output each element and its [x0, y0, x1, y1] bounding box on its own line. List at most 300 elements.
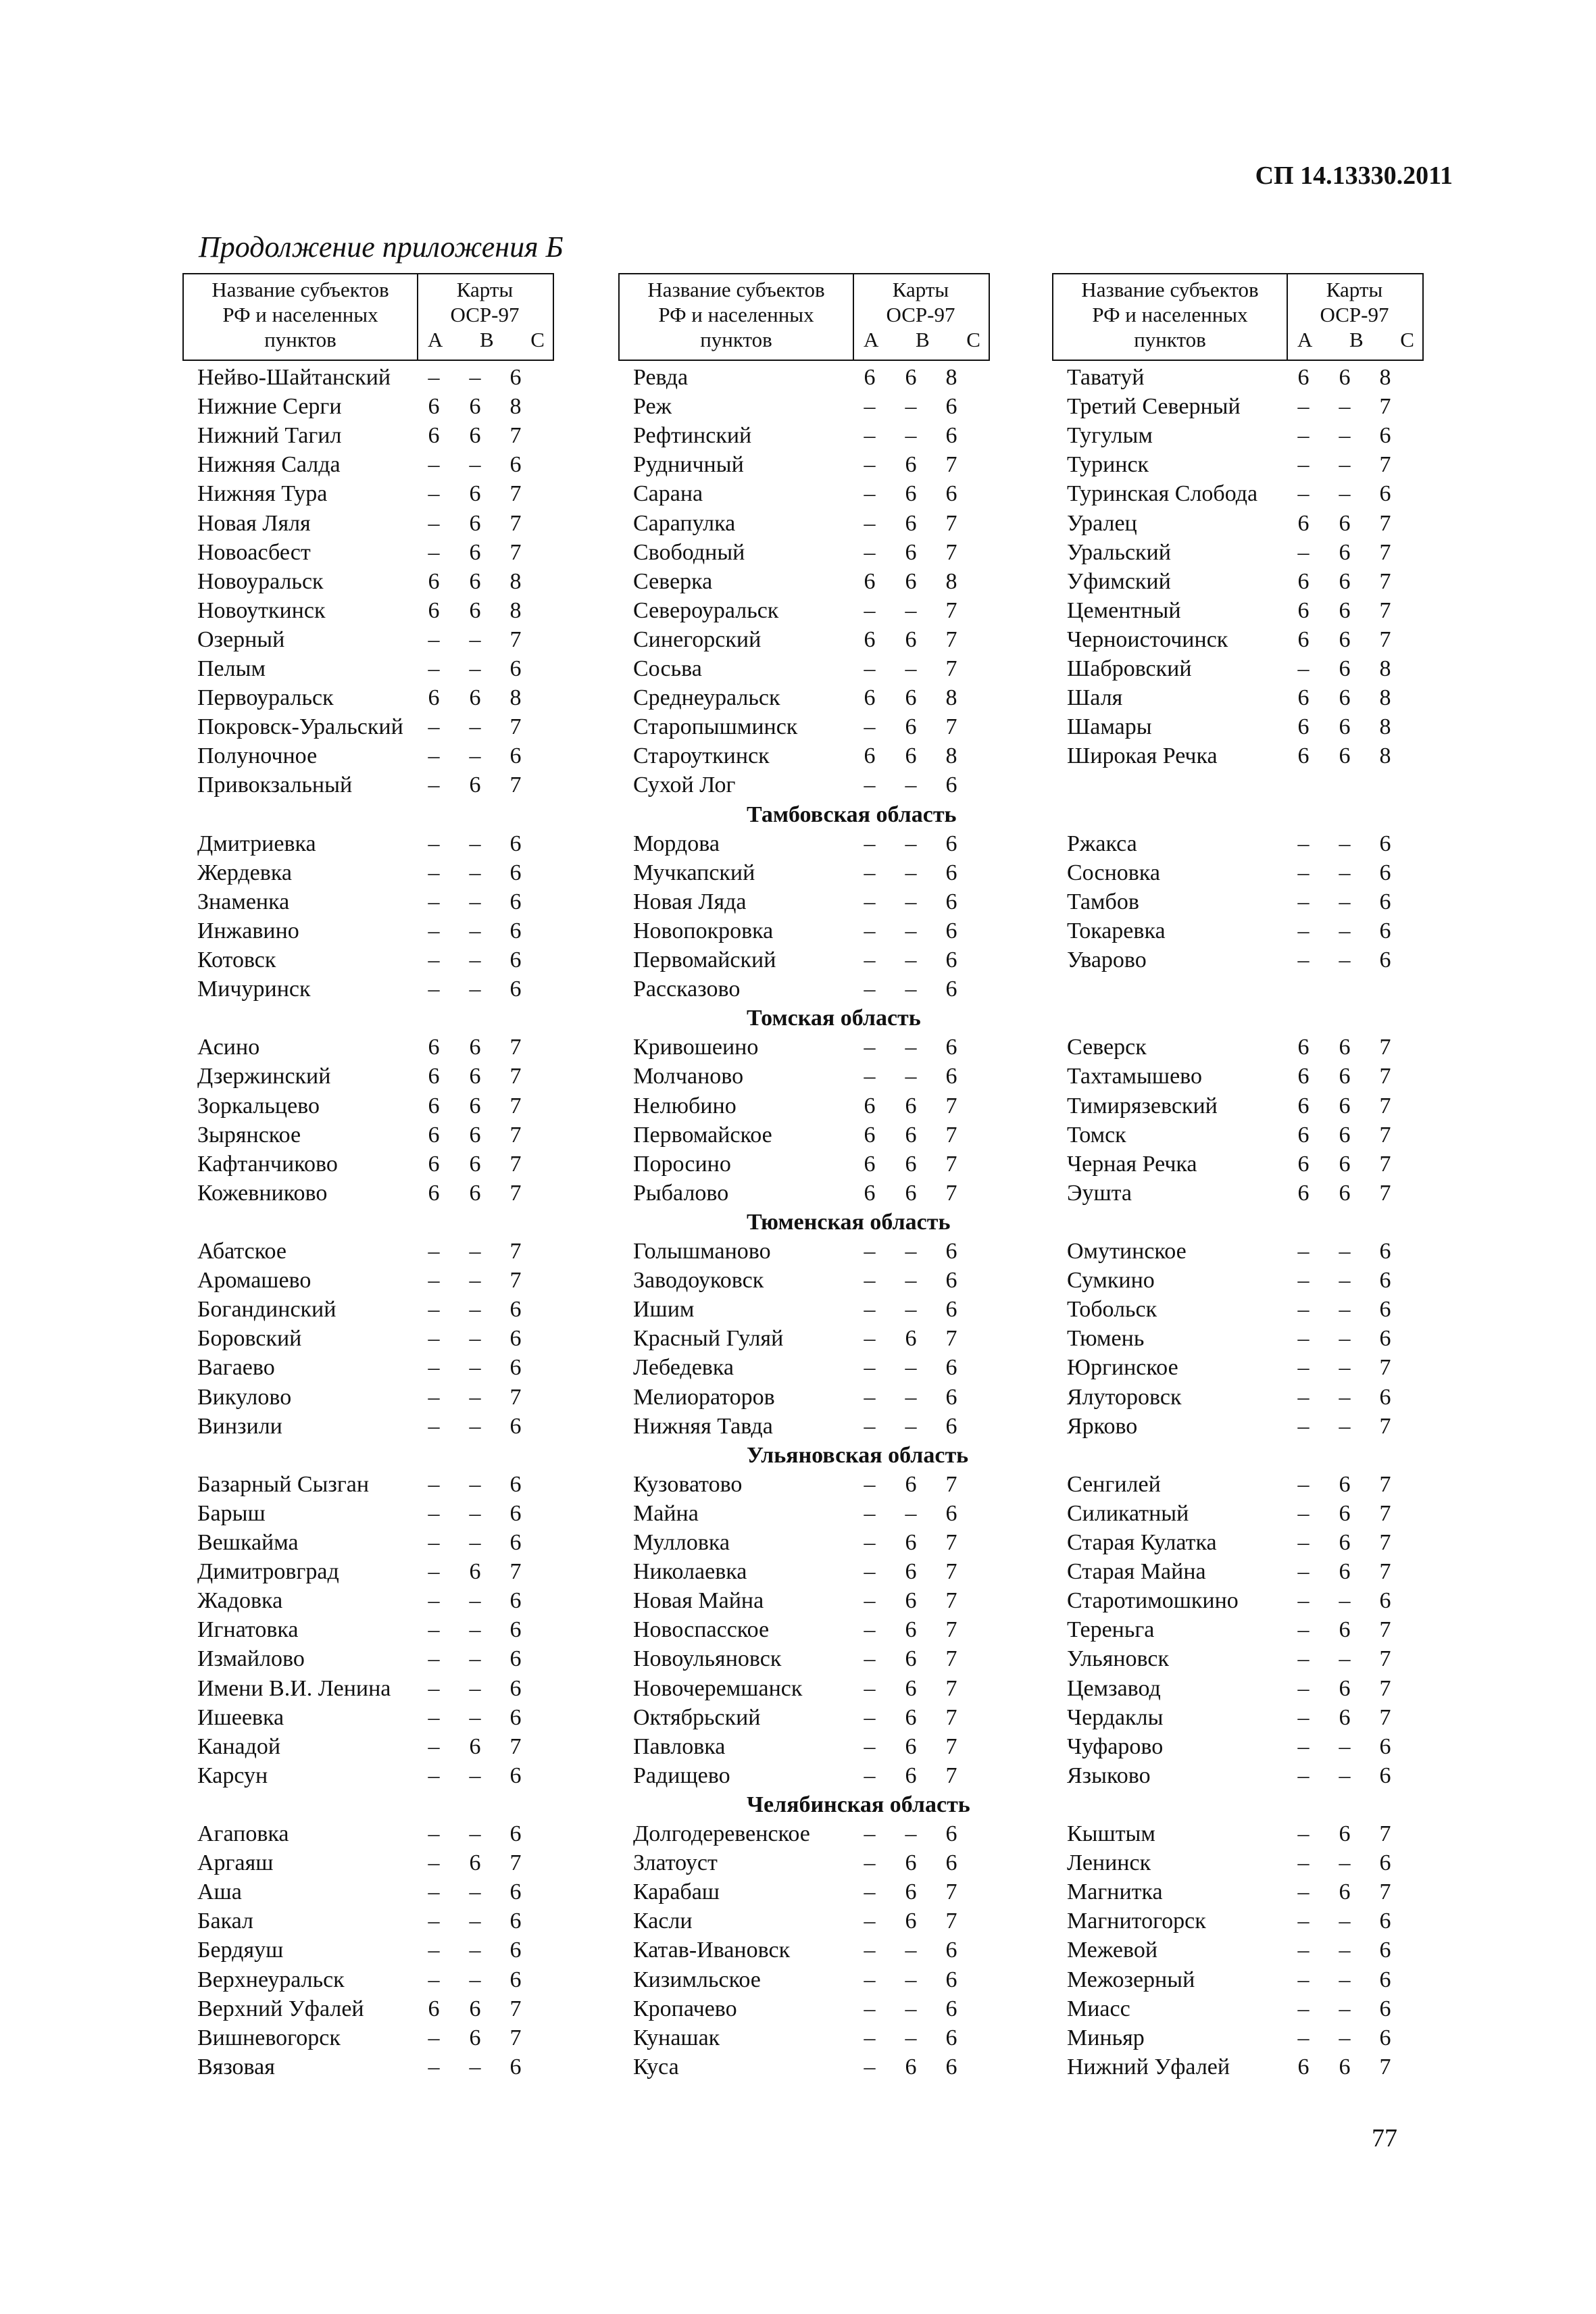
list-item	[182, 858, 554, 887]
map-value-b: –	[1339, 1996, 1351, 2021]
map-value-b: –	[469, 1909, 481, 1934]
map-value-b: –	[1339, 1414, 1351, 1439]
list-item	[182, 741, 554, 770]
list-item	[1052, 741, 1424, 770]
map-value-a: –	[1297, 1588, 1310, 1613]
map-value-a: –	[428, 1268, 440, 1293]
map-value-c: 6	[1379, 947, 1391, 973]
map-value-c: 7	[945, 1326, 957, 1351]
settlement-name: Чердаклы	[1067, 1705, 1164, 1730]
map-value-c: 7	[1379, 598, 1391, 623]
list-item	[618, 1033, 990, 1062]
map-value-b: 6	[1339, 685, 1351, 710]
settlement-name: Привокзальный	[197, 772, 353, 797]
map-value-c: 8	[509, 394, 522, 419]
map-value-b: –	[469, 1646, 481, 1671]
map-value-a: –	[428, 511, 440, 536]
list-item	[1052, 421, 1424, 450]
map-value-b: 6	[905, 685, 917, 710]
map-value-a: –	[1297, 1385, 1310, 1410]
header-name-cell	[184, 274, 418, 360]
map-value-b: 6	[1339, 1559, 1351, 1584]
list-item	[1052, 829, 1424, 858]
map-value-b: –	[1339, 1297, 1351, 1322]
list-item	[618, 1877, 990, 1906]
map-value-a: –	[1297, 860, 1310, 885]
settlement-name: Вишневогорск	[197, 2025, 341, 2050]
header-abc-letter: С	[966, 328, 980, 351]
map-value-b: 6	[469, 1093, 481, 1118]
list-item	[182, 1557, 554, 1586]
settlement-name: Викулово	[197, 1385, 292, 1410]
map-value-a: –	[428, 1530, 440, 1555]
map-value-c: 6	[509, 1705, 522, 1730]
map-value-c: 7	[1379, 540, 1391, 565]
list-item	[618, 1615, 990, 1644]
map-value-b: 6	[905, 627, 917, 652]
map-value-b: –	[469, 1588, 481, 1613]
map-value-c: 6	[1379, 1268, 1391, 1293]
list-item	[182, 1732, 554, 1761]
map-value-b: –	[1339, 831, 1351, 856]
map-value-a: –	[864, 714, 876, 739]
list-item	[182, 1470, 554, 1499]
settlement-name: Верхний Уфалей	[197, 1996, 364, 2021]
map-value-c: 7	[1379, 1093, 1391, 1118]
map-value-a: –	[428, 1821, 440, 1846]
settlement-name: Кузоватово	[633, 1472, 743, 1497]
map-value-a: –	[428, 1938, 440, 1963]
map-value-b: –	[905, 1239, 917, 1264]
list-item	[182, 450, 554, 479]
map-value-a: –	[1297, 1414, 1310, 1439]
settlement-name: Тобольск	[1067, 1297, 1157, 1322]
map-value-c: 7	[945, 1676, 957, 1701]
map-value-c: 6	[945, 1850, 957, 1875]
map-value-c: 7	[945, 1617, 957, 1642]
map-value-c: 7	[509, 1734, 522, 1759]
map-value-b: –	[1339, 1763, 1351, 1788]
settlement-name: Новоуткинск	[197, 598, 326, 623]
map-value-c: 6	[509, 656, 522, 681]
map-value-a: –	[1297, 1326, 1310, 1351]
list-item	[1052, 1732, 1424, 1761]
header-name-line: РФ и населенных	[658, 303, 814, 326]
map-value-a: 6	[428, 1181, 440, 1206]
header-maps-line: Карты	[892, 278, 949, 301]
settlement-name: Инжавино	[197, 918, 299, 943]
list-item	[182, 1237, 554, 1266]
map-value-b: –	[469, 1821, 481, 1846]
list-item	[182, 1295, 554, 1324]
map-value-c: 7	[945, 1559, 957, 1584]
map-value-a: –	[1297, 1763, 1310, 1788]
map-value-b: –	[469, 1879, 481, 1904]
map-value-c: 7	[1379, 1617, 1391, 1642]
list-item	[1052, 596, 1424, 625]
list-item	[618, 1266, 990, 1295]
settlement-name: Кизимльское	[633, 1967, 761, 1992]
settlement-name: Боровский	[197, 1326, 302, 1351]
settlement-name: Тугулым	[1067, 423, 1153, 448]
map-value-a: –	[428, 1239, 440, 1264]
list-item	[618, 1703, 990, 1732]
list-item	[182, 1324, 554, 1353]
map-value-a: –	[864, 1996, 876, 2021]
list-item	[1052, 1179, 1424, 1208]
map-value-a: –	[1297, 423, 1310, 448]
map-value-a: 6	[864, 365, 876, 390]
list-item	[1052, 1674, 1424, 1703]
map-value-a: –	[428, 1355, 440, 1380]
map-value-c: 6	[1379, 1326, 1391, 1351]
map-value-b: –	[905, 1268, 917, 1293]
header-name-line: пунктов	[264, 328, 336, 351]
list-item	[618, 1062, 990, 1091]
map-value-a: –	[1297, 1239, 1310, 1264]
map-value-c: 6	[1379, 918, 1391, 943]
map-value-c: 7	[509, 772, 522, 797]
list-item	[182, 1150, 554, 1179]
map-value-b: 6	[469, 1734, 481, 1759]
settlement-name: Магнитогорск	[1067, 1909, 1206, 1934]
settlement-name: Кыштым	[1067, 1821, 1155, 1846]
map-value-c: 7	[945, 1909, 957, 1934]
map-value-b: 6	[905, 743, 917, 768]
map-value-b: 6	[1339, 1821, 1351, 1846]
map-value-b: 6	[469, 1152, 481, 1177]
list-item	[618, 1674, 990, 1703]
settlement-name: Туринская Слобода	[1067, 481, 1258, 506]
map-value-b: –	[469, 2054, 481, 2079]
map-value-a: –	[428, 452, 440, 477]
map-value-b: –	[469, 1385, 481, 1410]
settlement-name: Нижняя Тавда	[633, 1414, 773, 1439]
map-value-c: 6	[945, 1996, 957, 2021]
map-value-c: 8	[509, 598, 522, 623]
list-item	[618, 450, 990, 479]
map-value-a: –	[864, 1472, 876, 1497]
settlement-name: Абатское	[197, 1239, 286, 1264]
map-value-c: 6	[509, 1472, 522, 1497]
settlement-name: Миасс	[1067, 1996, 1130, 2021]
settlement-name: Ишеевка	[197, 1705, 284, 1730]
map-value-c: 7	[509, 1559, 522, 1584]
map-value-c: 7	[1379, 452, 1391, 477]
map-value-a: –	[1297, 2025, 1310, 2050]
map-value-b: 6	[469, 1123, 481, 1148]
list-item	[1052, 1091, 1424, 1121]
map-value-a: 6	[1297, 569, 1310, 594]
map-value-c: 7	[509, 1385, 522, 1410]
map-value-c: 7	[1379, 1559, 1391, 1584]
header-name-line: пунктов	[700, 328, 772, 351]
list-item	[1052, 2023, 1424, 2052]
settlement-name: Касли	[633, 1909, 693, 1934]
map-value-c: 6	[509, 1967, 522, 1992]
map-value-a: –	[1297, 1734, 1310, 1759]
map-value-a: 6	[1297, 743, 1310, 768]
map-value-a: –	[1297, 1530, 1310, 1555]
map-value-a: 6	[428, 1152, 440, 1177]
map-value-a: 6	[428, 423, 440, 448]
list-item	[182, 1383, 554, 1412]
map-value-c: 7	[509, 627, 522, 652]
settlement-name: Кропачево	[633, 1996, 737, 2021]
map-value-b: 6	[905, 1763, 917, 1788]
map-value-b: –	[469, 452, 481, 477]
map-value-a: –	[1297, 1879, 1310, 1904]
map-value-a: –	[428, 1850, 440, 1875]
settlement-name: Новая Ляля	[197, 511, 311, 536]
map-value-a: –	[428, 1414, 440, 1439]
list-item	[618, 1644, 990, 1673]
map-value-a: –	[864, 2054, 876, 2079]
map-value-a: –	[1297, 1617, 1310, 1642]
map-value-c: 7	[1379, 1472, 1391, 1497]
map-value-c: 6	[509, 1355, 522, 1380]
list-item	[1052, 1906, 1424, 1936]
settlement-name: Ярково	[1067, 1414, 1138, 1439]
map-value-a: 6	[864, 1181, 876, 1206]
settlement-name: Майна	[633, 1501, 699, 1526]
map-value-b: –	[905, 947, 917, 973]
settlement-name: Магнитка	[1067, 1879, 1163, 1904]
map-value-c: 7	[509, 511, 522, 536]
map-value-a: –	[428, 656, 440, 681]
map-value-c: 6	[509, 977, 522, 1002]
list-item	[182, 421, 554, 450]
map-value-a: –	[864, 1239, 876, 1264]
map-value-b: 6	[905, 365, 917, 390]
map-value-a: –	[1297, 481, 1310, 506]
map-value-c: 7	[1379, 1355, 1391, 1380]
map-value-c: 8	[1379, 365, 1391, 390]
settlement-name: Широкая Речка	[1067, 743, 1218, 768]
map-value-c: 7	[509, 2025, 522, 2050]
settlement-name: Первомайское	[633, 1123, 772, 1148]
map-value-a: –	[428, 481, 440, 506]
map-value-c: 6	[945, 2025, 957, 2050]
list-item	[1052, 479, 1424, 508]
map-value-b: –	[469, 1617, 481, 1642]
settlement-name: Пелым	[197, 656, 266, 681]
settlement-name: Томск	[1067, 1123, 1126, 1148]
list-item	[1052, 625, 1424, 654]
list-item	[618, 858, 990, 887]
settlement-name: Ялуторовск	[1067, 1385, 1182, 1410]
settlement-name: Первомайский	[633, 947, 776, 973]
map-value-a: –	[864, 860, 876, 885]
map-value-b: –	[469, 365, 481, 390]
map-value-a: –	[1297, 947, 1310, 973]
map-value-b: –	[1339, 1239, 1351, 1264]
map-value-b: 6	[905, 481, 917, 506]
list-item	[618, 1994, 990, 2023]
list-item	[618, 770, 990, 799]
map-value-a: 6	[428, 598, 440, 623]
settlement-name: Вязовая	[197, 2054, 275, 2079]
map-value-c: 8	[509, 685, 522, 710]
list-item	[182, 1179, 554, 1208]
map-value-c: 7	[1379, 1152, 1391, 1177]
header-abc-letter: А	[428, 328, 443, 351]
map-value-a: 6	[1297, 598, 1310, 623]
settlement-name: Бердяуш	[197, 1938, 284, 1963]
settlement-name: Языково	[1067, 1763, 1151, 1788]
settlement-name: Чуфарово	[1067, 1734, 1164, 1759]
settlement-name: Тимирязевский	[1067, 1093, 1218, 1118]
map-value-a: –	[864, 598, 876, 623]
settlement-name: Черноисточинск	[1067, 627, 1228, 652]
map-value-a: –	[864, 1385, 876, 1410]
map-value-c: 8	[1379, 656, 1391, 681]
map-value-c: 6	[945, 1414, 957, 1439]
map-value-a: –	[864, 452, 876, 477]
list-item	[618, 1353, 990, 1382]
settlement-name: Карабаш	[633, 1879, 720, 1904]
map-value-c: 6	[945, 1064, 957, 1089]
settlement-name: Агаповка	[197, 1821, 289, 1846]
list-item	[618, 1528, 990, 1557]
list-item	[618, 1383, 990, 1412]
map-value-a: 6	[428, 685, 440, 710]
map-value-b: 6	[469, 511, 481, 536]
settlement-name: Аша	[197, 1879, 242, 1904]
settlement-name: Сенгилей	[1067, 1472, 1161, 1497]
list-item	[618, 1412, 990, 1441]
map-value-c: 6	[509, 918, 522, 943]
list-item	[618, 1732, 990, 1761]
map-value-b: 6	[905, 1181, 917, 1206]
map-value-a: –	[864, 1705, 876, 1730]
map-value-c: 6	[509, 2054, 522, 2079]
map-value-b: 6	[1339, 1152, 1351, 1177]
list-item	[182, 829, 554, 858]
map-value-c: 7	[1379, 1414, 1391, 1439]
region-heading: Томская область	[747, 1006, 921, 1031]
list-item	[1052, 1965, 1424, 1994]
map-value-b: 6	[469, 1850, 481, 1875]
map-value-a: –	[1297, 1646, 1310, 1671]
map-value-b: –	[1339, 2025, 1351, 2050]
map-value-b: –	[469, 1501, 481, 1526]
list-item	[1052, 1761, 1424, 1790]
list-item	[182, 1353, 554, 1382]
list-item	[182, 683, 554, 712]
list-item	[1052, 1033, 1424, 1062]
list-item	[618, 1557, 990, 1586]
list-item	[618, 1936, 990, 1965]
map-value-b: –	[905, 423, 917, 448]
map-value-c: 6	[945, 481, 957, 506]
map-value-a: 6	[864, 685, 876, 710]
settlement-name: Ревда	[633, 365, 689, 390]
map-value-a: –	[428, 772, 440, 797]
map-value-c: 7	[1379, 2054, 1391, 2079]
map-value-c: 6	[1379, 1763, 1391, 1788]
list-item	[618, 2052, 990, 2082]
map-value-c: 6	[509, 1326, 522, 1351]
list-item	[182, 1674, 554, 1703]
header-maps-line: ОСР-97	[450, 303, 520, 326]
map-value-c: 6	[509, 831, 522, 856]
list-item	[1052, 1150, 1424, 1179]
list-item	[618, 1295, 990, 1324]
settlement-name: Северск	[1067, 1035, 1147, 1060]
map-value-b: 6	[1339, 1501, 1351, 1526]
list-item	[618, 538, 990, 567]
map-value-a: –	[864, 977, 876, 1002]
settlement-name: Радищево	[633, 1763, 730, 1788]
map-value-a: 6	[864, 569, 876, 594]
map-value-c: 7	[1379, 1530, 1391, 1555]
list-item	[1052, 1586, 1424, 1615]
map-value-a: –	[428, 1646, 440, 1671]
settlement-name: Старая Кулатка	[1067, 1530, 1217, 1555]
map-value-b: 6	[905, 1850, 917, 1875]
map-value-c: 6	[509, 1501, 522, 1526]
map-value-a: –	[428, 860, 440, 885]
map-value-a: –	[864, 1035, 876, 1060]
map-value-c: 7	[509, 1035, 522, 1060]
map-value-b: 6	[905, 540, 917, 565]
list-item	[1052, 1295, 1424, 1324]
map-value-b: 6	[469, 481, 481, 506]
map-value-b: –	[905, 1297, 917, 1322]
map-value-a: –	[864, 1676, 876, 1701]
map-value-a: –	[864, 394, 876, 419]
map-value-b: 6	[905, 2054, 917, 2079]
settlement-name: Староуткинск	[633, 743, 770, 768]
map-value-a: –	[1297, 918, 1310, 943]
settlement-name: Миньяр	[1067, 2025, 1145, 2050]
map-value-b: 6	[905, 1123, 917, 1148]
map-value-b: –	[469, 1326, 481, 1351]
settlement-name: Барыш	[197, 1501, 266, 1526]
settlement-name: Первоуральск	[197, 685, 334, 710]
map-value-b: –	[1339, 1268, 1351, 1293]
map-value-a: –	[1297, 540, 1310, 565]
map-value-c: 7	[1379, 627, 1391, 652]
header-name-line: РФ и населенных	[1092, 303, 1248, 326]
map-value-a: –	[864, 1530, 876, 1555]
map-value-a: 6	[864, 743, 876, 768]
settlement-name: Вешкайма	[197, 1530, 299, 1555]
settlement-name: Сосьва	[633, 656, 702, 681]
map-value-a: –	[428, 1909, 440, 1934]
settlement-name: Новоуральск	[197, 569, 324, 594]
map-value-a: –	[428, 831, 440, 856]
map-value-c: 7	[509, 481, 522, 506]
settlement-name: Имени В.И. Ленина	[197, 1676, 391, 1701]
map-value-a: –	[1297, 394, 1310, 419]
list-item	[618, 392, 990, 421]
settlement-name: Туринск	[1067, 452, 1149, 477]
map-value-c: 6	[509, 1588, 522, 1613]
map-value-b: –	[1339, 1734, 1351, 1759]
map-value-b: –	[1339, 1646, 1351, 1671]
map-value-b: 6	[1339, 1617, 1351, 1642]
map-value-b: –	[469, 977, 481, 1002]
map-value-c: 7	[945, 1734, 957, 1759]
map-value-b: –	[469, 1705, 481, 1730]
map-value-a: 6	[1297, 1123, 1310, 1148]
map-value-c: 6	[945, 918, 957, 943]
map-value-b: –	[469, 743, 481, 768]
map-value-b: –	[905, 1385, 917, 1410]
map-value-b: –	[1339, 860, 1351, 885]
